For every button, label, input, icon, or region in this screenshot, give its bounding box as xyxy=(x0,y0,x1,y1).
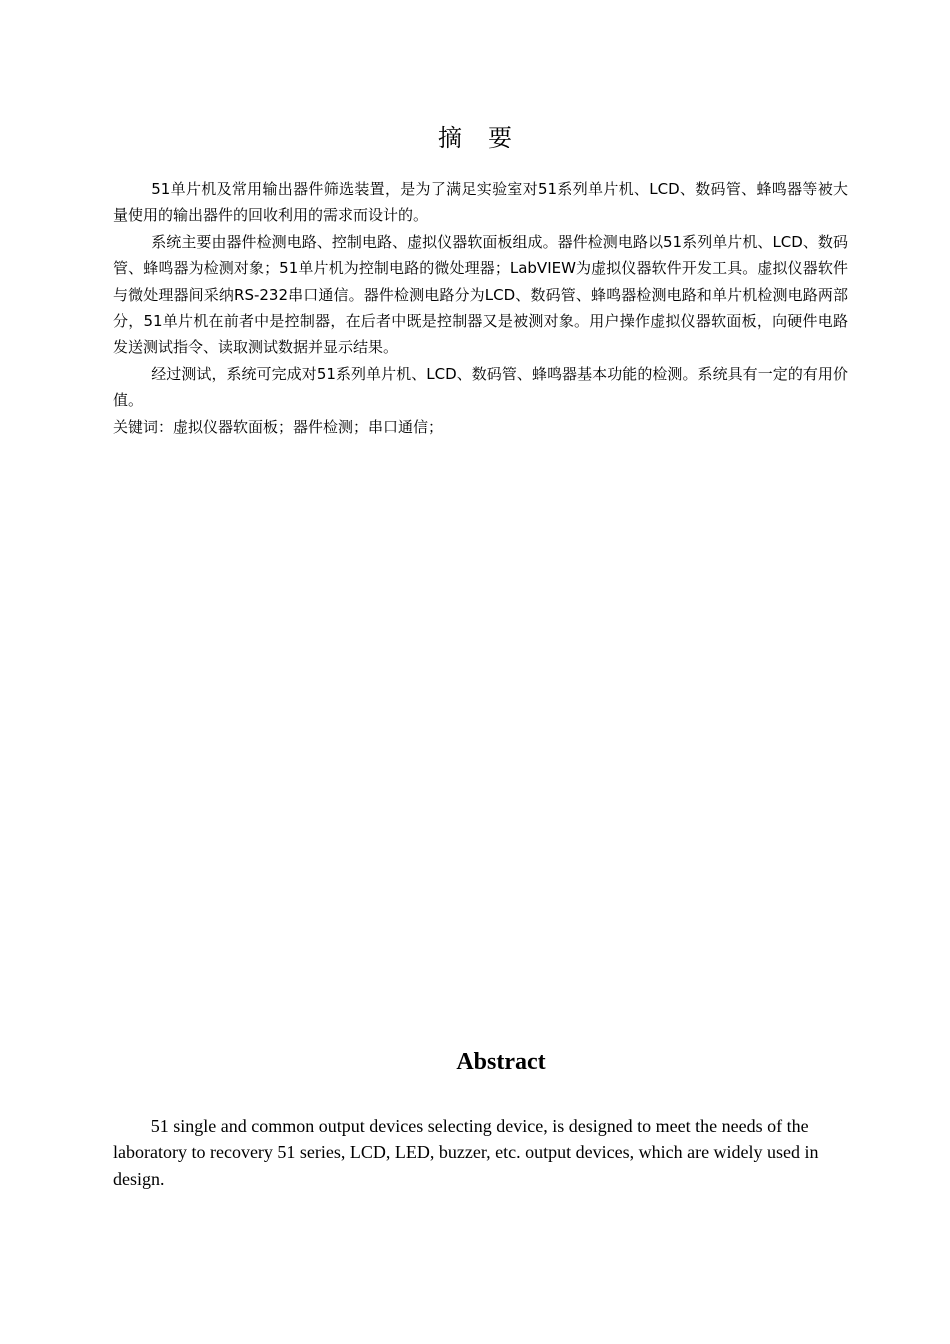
chinese-abstract-title: 摘要 xyxy=(438,124,538,152)
keywords-label: 关键词： xyxy=(113,417,174,436)
keywords-line xyxy=(113,414,848,440)
chinese-abstract-paragraph-3: 经过测试，系统可完成对51系列单片机、LCD、数码管、蜂鸣器基本功能的检测。系统具有一定的有用价值。 xyxy=(113,364,848,410)
english-abstract-body xyxy=(113,1113,839,1192)
chinese-abstract-body xyxy=(113,176,848,440)
english-abstract-paragraph-1: 51 single and common output devices selecting device, is designed to meet the needs of the laboratory to recovery 51 series, LCD, LED, buzzer, etc. output devices, which are widely used in design. xyxy=(113,1116,819,1189)
keywords-value: 虚拟仪器软面板；器件检测；串口通信； xyxy=(173,417,444,436)
chinese-abstract-paragraph-1: 51单片机及常用输出器件筛选装置，是为了满足实验室对51系列单片机、LCD、数码管、蜂鸣器等被大量使用的输出器件的回收利用的需求而设计的。 xyxy=(113,180,848,225)
english-abstract-title: Abstract xyxy=(456,1049,546,1075)
chinese-abstract-paragraph-2: 系统主要由器件检测电路、控制电路、虚拟仪器软面板组成。器件检测电路以51系列单片机、LCD、数码管、蜂鸣器为检测对象；51单片机为控制电路的微处理器；LabVIEW为虚拟仪器软件开发工具。虚拟仪器软件与微处理器间采纳RS-232串口通信。器件检测电路分为LCD、数码管、蜂鸣器检测电路和单片机检测电路两部分，51单片机在前者中是控制器，在后者中既是控制器又是被测对象。用户操作虚拟仪器软面板，向硬件电路发送测试指令、读取测试数据并显示结果。 xyxy=(113,232,848,357)
